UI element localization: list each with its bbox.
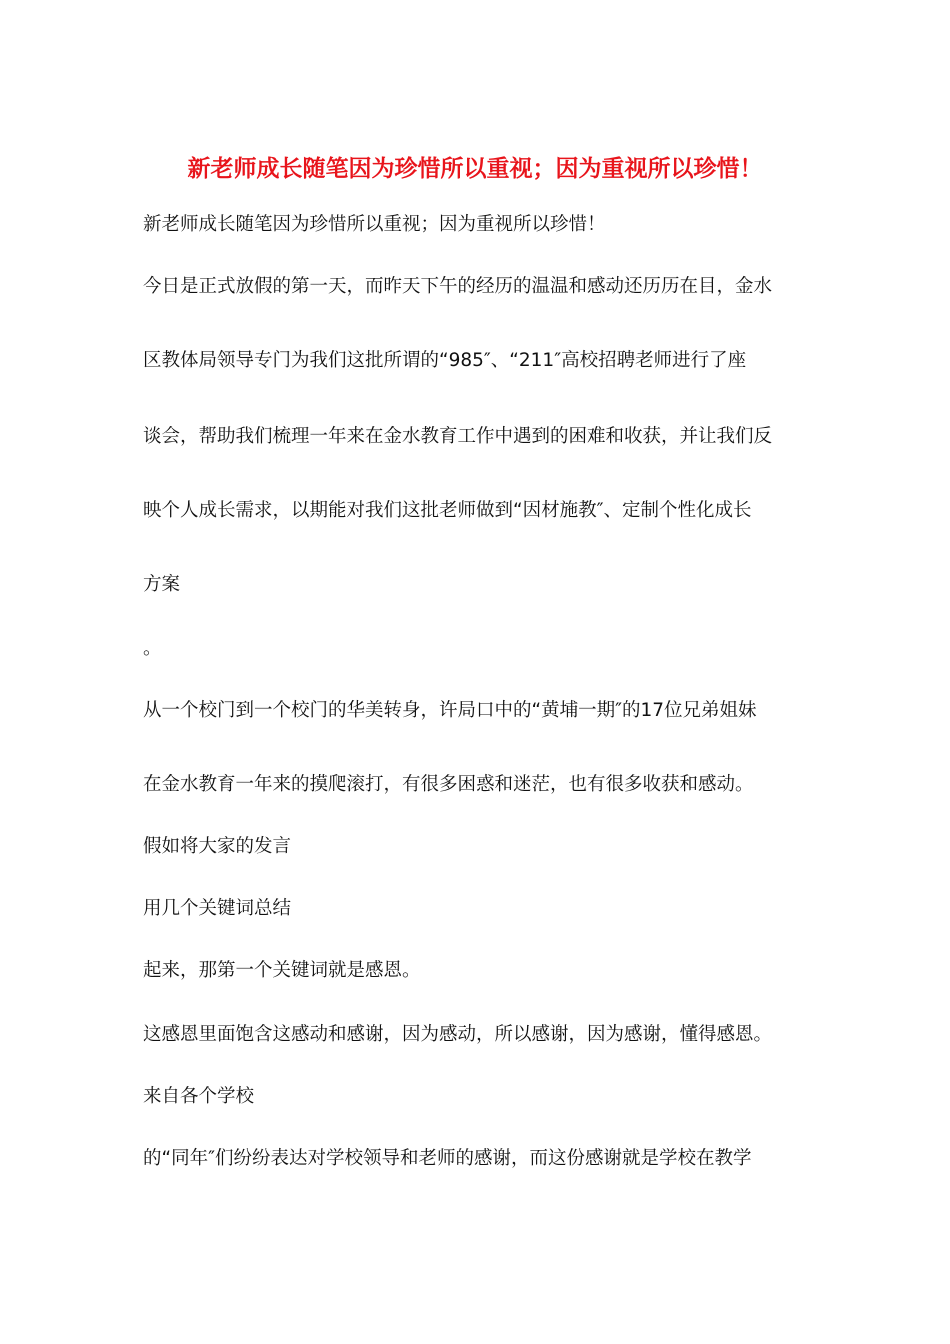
paragraph-line: 从一个校门到一个校门的华美转身，许局口中的“黄埔一期″的17位兄弟姐妹 bbox=[143, 700, 757, 721]
paragraph-line: 方案 bbox=[143, 574, 181, 595]
paragraph-line: 区教体局领导专门为我们这批所谓的“985″、“211″高校招聘老师进行了座 bbox=[143, 350, 747, 371]
paragraph-line: 今日是正式放假的第一天，而昨天下午的经历的温温和感动还历历在目，金水 bbox=[143, 276, 773, 297]
paragraph-line: 谈会，帮助我们梳理一年来在金水教育工作中遇到的困难和收获，并让我们反 bbox=[143, 426, 773, 447]
paragraph-line: 起来，那第一个关键词就是感恩。 bbox=[143, 960, 421, 981]
paragraph-line: 映个人成长需求，以期能对我们这批老师做到“因材施教″、定制个性化成长 bbox=[143, 500, 752, 521]
paragraph-line: 。 bbox=[143, 638, 162, 659]
paragraph-line: 假如将大家的发言 bbox=[143, 836, 292, 857]
document-title: 新老师成长随笔因为珍惜所以重视；因为重视所以珍惜！ bbox=[187, 155, 763, 182]
paragraph-line: 这感恩里面饱含这感动和感谢，因为感动，所以感谢，因为感谢，懂得感恩。 bbox=[143, 1024, 773, 1045]
paragraph-line: 的“同年″们纷纷表达对学校领导和老师的感谢，而这份感谢就是学校在教学 bbox=[143, 1148, 752, 1169]
paragraph-line: 新老师成长随笔因为珍惜所以重视；因为重视所以珍惜！ bbox=[143, 214, 606, 235]
paragraph-line: 来自各个学校 bbox=[143, 1086, 255, 1107]
paragraph-line: 在金水教育一年来的摸爬滚打，有很多困惑和迷茫，也有很多收获和感动。 bbox=[143, 774, 754, 795]
paragraph-line: 用几个关键词总结 bbox=[143, 898, 292, 919]
